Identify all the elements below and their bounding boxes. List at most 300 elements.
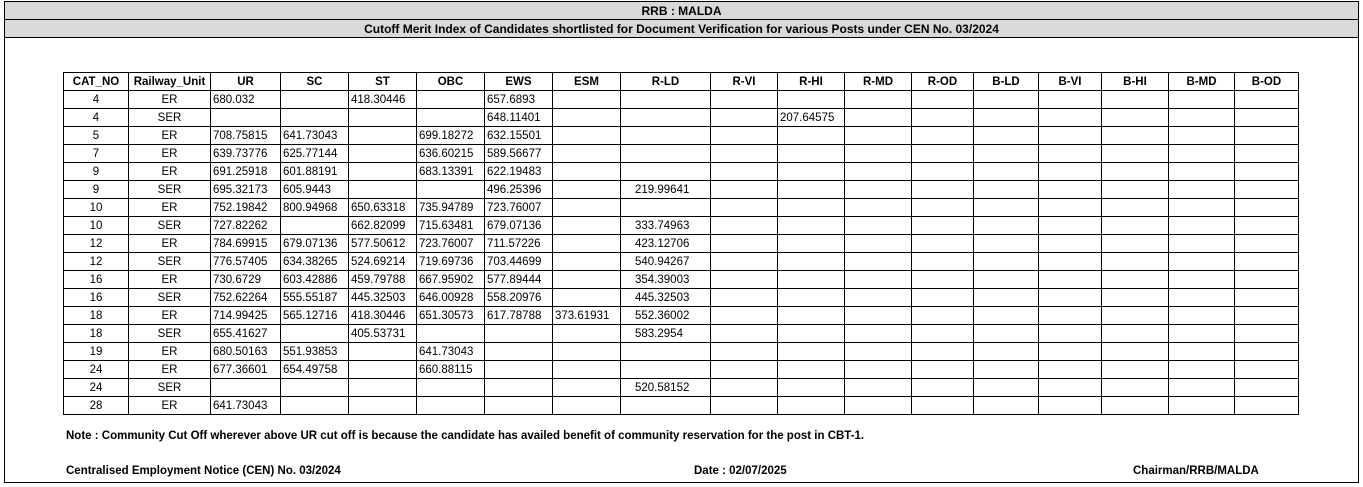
table-cell: 752.19842 — [211, 199, 281, 217]
table-cell — [711, 253, 778, 271]
table-cell — [1235, 109, 1299, 127]
table-cell — [1039, 307, 1102, 325]
table-cell: 634.38265 — [281, 253, 349, 271]
table-cell — [912, 271, 974, 289]
table-cell — [845, 91, 912, 109]
table-cell — [1169, 127, 1235, 145]
table-cell: 625.77144 — [281, 145, 349, 163]
table-cell: SER — [129, 289, 211, 307]
column-header: CAT_NO — [64, 73, 129, 91]
table-cell: 16 — [64, 289, 129, 307]
table-cell — [845, 361, 912, 379]
table-cell: 641.73043 — [211, 397, 281, 415]
table-cell — [974, 199, 1039, 217]
table-cell — [778, 235, 845, 253]
table-cell — [778, 199, 845, 217]
page-subtitle: Cutoff Merit Index of Candidates shortlisted for Document Verification for various Posts under CEN No. 03/2024 — [5, 20, 1358, 38]
table-cell: 4 — [64, 109, 129, 127]
table-cell — [621, 127, 711, 145]
table-cell — [553, 379, 621, 397]
table-cell — [1235, 361, 1299, 379]
table-cell — [281, 91, 349, 109]
table-header-row — [64, 73, 1299, 91]
table-cell — [417, 379, 485, 397]
table-cell — [912, 343, 974, 361]
table-cell: 9 — [64, 181, 129, 199]
table-cell — [1169, 235, 1235, 253]
table-cell — [711, 235, 778, 253]
table-cell — [1235, 271, 1299, 289]
table-cell — [1102, 271, 1169, 289]
table-cell: 711.57226 — [485, 235, 553, 253]
table-cell — [211, 379, 281, 397]
table-cell — [1039, 289, 1102, 307]
table-cell — [1169, 343, 1235, 361]
table-cell — [711, 397, 778, 415]
table-cell — [553, 271, 621, 289]
table-row — [64, 217, 1299, 235]
table-cell — [349, 163, 417, 181]
table-cell — [1102, 343, 1169, 361]
table-cell: 405.53731 — [349, 325, 417, 343]
table-cell: 776.57405 — [211, 253, 281, 271]
table-cell — [778, 91, 845, 109]
table-cell: 719.69736 — [417, 253, 485, 271]
table-cell: 727.82262 — [211, 217, 281, 235]
table-cell: ER — [129, 163, 211, 181]
table-cell — [778, 397, 845, 415]
table-cell: 648.11401 — [485, 109, 553, 127]
table-cell — [1039, 325, 1102, 343]
table-cell — [711, 181, 778, 199]
table-cell — [553, 109, 621, 127]
column-header: R-LD — [621, 73, 711, 91]
table-cell — [1169, 397, 1235, 415]
table-cell: 18 — [64, 307, 129, 325]
table-cell — [621, 397, 711, 415]
table-cell — [1102, 253, 1169, 271]
table-cell — [711, 91, 778, 109]
table-cell — [621, 163, 711, 181]
table-cell — [553, 217, 621, 235]
table-row — [64, 397, 1299, 415]
table-cell — [621, 109, 711, 127]
table-cell: 636.60215 — [417, 145, 485, 163]
table-row — [64, 145, 1299, 163]
table-cell: 601.88191 — [281, 163, 349, 181]
table-cell — [912, 253, 974, 271]
table-cell — [711, 199, 778, 217]
table-cell: 605.9443 — [281, 181, 349, 199]
table-cell: 24 — [64, 379, 129, 397]
column-header: ESM — [553, 73, 621, 91]
table-cell — [1039, 253, 1102, 271]
table-cell: 651.30573 — [417, 307, 485, 325]
table-cell: 207.64575 — [778, 109, 845, 127]
table-cell: 679.07136 — [485, 217, 553, 235]
table-cell: 657.6893 — [485, 91, 553, 109]
table-cell — [778, 145, 845, 163]
table-cell — [845, 325, 912, 343]
table-cell — [845, 397, 912, 415]
table-cell: 641.73043 — [417, 343, 485, 361]
table-cell: 622.19483 — [485, 163, 553, 181]
table-cell — [417, 109, 485, 127]
table-cell: 680.032 — [211, 91, 281, 109]
table-cell — [845, 181, 912, 199]
table-cell — [1169, 199, 1235, 217]
table-cell — [1039, 379, 1102, 397]
table-cell: SER — [129, 379, 211, 397]
table-cell: 646.00928 — [417, 289, 485, 307]
table-cell: 714.99425 — [211, 307, 281, 325]
table-cell — [1102, 91, 1169, 109]
table-cell: 552.36002 — [621, 307, 711, 325]
table-cell — [912, 235, 974, 253]
table-cell: 654.49758 — [281, 361, 349, 379]
table-cell — [417, 181, 485, 199]
table-cell — [845, 271, 912, 289]
table-cell: 735.94789 — [417, 199, 485, 217]
table-cell — [778, 271, 845, 289]
column-header: B-LD — [974, 73, 1039, 91]
table-cell — [711, 343, 778, 361]
table-cell — [553, 343, 621, 361]
table-cell — [778, 361, 845, 379]
table-cell — [417, 397, 485, 415]
table-cell — [1169, 145, 1235, 163]
table-cell: 641.73043 — [281, 127, 349, 145]
table-cell — [974, 397, 1039, 415]
table-cell — [553, 181, 621, 199]
table-cell — [1039, 271, 1102, 289]
table-cell — [281, 379, 349, 397]
table-cell: 632.15501 — [485, 127, 553, 145]
table-cell: SER — [129, 217, 211, 235]
table-row — [64, 271, 1299, 289]
table-cell: 16 — [64, 271, 129, 289]
table-cell: 679.07136 — [281, 235, 349, 253]
table-cell — [1169, 379, 1235, 397]
table-cell — [553, 361, 621, 379]
table-cell — [711, 307, 778, 325]
table-cell — [349, 109, 417, 127]
table-cell — [1169, 253, 1235, 271]
table-cell: 752.62264 — [211, 289, 281, 307]
footer-date: Date : 02/07/2025 — [694, 465, 787, 477]
table-cell — [1235, 199, 1299, 217]
table-cell: 445.32503 — [621, 289, 711, 307]
table-cell: 703.44699 — [485, 253, 553, 271]
table-cell — [778, 163, 845, 181]
table-cell — [974, 361, 1039, 379]
table-cell — [1039, 91, 1102, 109]
table-cell: 418.30446 — [349, 91, 417, 109]
table-cell — [553, 235, 621, 253]
table-cell: 680.50163 — [211, 343, 281, 361]
column-header: B-VI — [1039, 73, 1102, 91]
table-cell: 24 — [64, 361, 129, 379]
table-cell: SER — [129, 253, 211, 271]
column-header: Railway_Unit — [129, 73, 211, 91]
table-cell — [211, 109, 281, 127]
table-cell: 12 — [64, 253, 129, 271]
table-cell — [1102, 145, 1169, 163]
table-cell: 677.36601 — [211, 361, 281, 379]
table-cell — [1169, 109, 1235, 127]
table-cell — [417, 91, 485, 109]
table-cell — [1039, 199, 1102, 217]
table-cell — [553, 163, 621, 181]
table-cell: 10 — [64, 199, 129, 217]
table-cell — [417, 325, 485, 343]
table-cell — [349, 343, 417, 361]
table-cell: 496.25396 — [485, 181, 553, 199]
table-cell — [974, 91, 1039, 109]
table-cell — [485, 361, 553, 379]
table-cell — [1235, 145, 1299, 163]
table-cell — [912, 109, 974, 127]
table-cell — [1235, 235, 1299, 253]
table-cell: 691.25918 — [211, 163, 281, 181]
table-cell — [974, 253, 1039, 271]
table-cell — [1039, 109, 1102, 127]
table-cell — [281, 325, 349, 343]
table-cell: 219.99641 — [621, 181, 711, 199]
table-cell — [553, 325, 621, 343]
table-cell: ER — [129, 271, 211, 289]
table-cell — [1235, 397, 1299, 415]
table-cell: 520.58152 — [621, 379, 711, 397]
table-cell — [1235, 379, 1299, 397]
table-cell — [1235, 253, 1299, 271]
table-cell — [1102, 199, 1169, 217]
table-row — [64, 325, 1299, 343]
table-cell — [1102, 289, 1169, 307]
table-cell — [553, 253, 621, 271]
table-cell: 18 — [64, 325, 129, 343]
table-cell — [711, 325, 778, 343]
table-cell — [1039, 163, 1102, 181]
table-cell: 551.93853 — [281, 343, 349, 361]
table-cell: 418.30446 — [349, 307, 417, 325]
table-cell — [1169, 163, 1235, 181]
table-cell: 12 — [64, 235, 129, 253]
table-cell: 655.41627 — [211, 325, 281, 343]
table-cell — [778, 379, 845, 397]
table-cell — [1039, 217, 1102, 235]
table-row — [64, 379, 1299, 397]
table-cell — [974, 181, 1039, 199]
table-cell: 660.88115 — [417, 361, 485, 379]
table-cell — [974, 325, 1039, 343]
table-body — [64, 91, 1299, 415]
table-cell: ER — [129, 127, 211, 145]
table-cell — [621, 145, 711, 163]
table-cell — [1102, 163, 1169, 181]
table-cell: 524.69214 — [349, 253, 417, 271]
table-cell — [974, 127, 1039, 145]
table-cell — [778, 253, 845, 271]
table-row — [64, 181, 1299, 199]
column-header: B-HI — [1102, 73, 1169, 91]
footer-cen: Centralised Employment Notice (CEN) No. 03/2024 — [66, 465, 341, 477]
table-cell — [1102, 217, 1169, 235]
table-cell — [912, 91, 974, 109]
table-cell: ER — [129, 343, 211, 361]
table-cell — [1039, 361, 1102, 379]
table-row — [64, 199, 1299, 217]
table-cell — [845, 217, 912, 235]
table-cell — [845, 253, 912, 271]
table-cell — [349, 181, 417, 199]
table-cell — [845, 127, 912, 145]
table-cell — [349, 361, 417, 379]
table-cell — [912, 199, 974, 217]
table-row — [64, 109, 1299, 127]
table-cell — [1235, 181, 1299, 199]
table-cell — [912, 379, 974, 397]
column-header: ST — [349, 73, 417, 91]
table-cell: ER — [129, 307, 211, 325]
table-cell — [553, 91, 621, 109]
table-cell — [845, 307, 912, 325]
table-cell — [845, 235, 912, 253]
column-header: R-VI — [711, 73, 778, 91]
table-cell — [974, 235, 1039, 253]
table-cell: ER — [129, 91, 211, 109]
table-cell — [1235, 307, 1299, 325]
table-cell: 715.63481 — [417, 217, 485, 235]
table-cell: 333.74963 — [621, 217, 711, 235]
table-cell — [711, 379, 778, 397]
table-cell — [778, 325, 845, 343]
table-row — [64, 235, 1299, 253]
table-cell — [1102, 181, 1169, 199]
table-cell — [711, 289, 778, 307]
table-row — [64, 127, 1299, 145]
table-cell: 354.39003 — [621, 271, 711, 289]
column-header: B-MD — [1169, 73, 1235, 91]
table-cell — [1102, 361, 1169, 379]
table-cell — [281, 109, 349, 127]
cutoff-table — [63, 72, 1299, 415]
table-cell — [711, 109, 778, 127]
page-title: RRB : MALDA — [5, 2, 1358, 20]
table-cell — [1235, 325, 1299, 343]
table-cell — [1169, 271, 1235, 289]
table-cell: 723.76007 — [485, 199, 553, 217]
table-cell — [778, 307, 845, 325]
table-cell — [553, 199, 621, 217]
table-cell — [912, 325, 974, 343]
table-cell: 5 — [64, 127, 129, 145]
table-cell — [974, 163, 1039, 181]
table-row — [64, 307, 1299, 325]
table-cell — [1102, 325, 1169, 343]
table-cell: 784.69915 — [211, 235, 281, 253]
footer-signatory: Chairman/RRB/MALDA — [1133, 465, 1259, 477]
table-cell — [912, 163, 974, 181]
table-cell — [1169, 289, 1235, 307]
table-cell — [553, 397, 621, 415]
table-cell: 650.63318 — [349, 199, 417, 217]
table-row — [64, 163, 1299, 181]
table-cell: 617.78788 — [485, 307, 553, 325]
table-cell: 800.94968 — [281, 199, 349, 217]
table-cell — [711, 127, 778, 145]
table-cell — [485, 343, 553, 361]
table-cell — [1102, 379, 1169, 397]
table-cell — [912, 181, 974, 199]
table-cell — [778, 289, 845, 307]
table-row — [64, 91, 1299, 109]
table-cell — [1235, 163, 1299, 181]
table-cell: ER — [129, 199, 211, 217]
table-cell: 667.95902 — [417, 271, 485, 289]
table-cell: 373.61931 — [553, 307, 621, 325]
table-cell — [1235, 91, 1299, 109]
table-cell — [711, 145, 778, 163]
table-cell — [1235, 343, 1299, 361]
table-cell: 4 — [64, 91, 129, 109]
table-cell — [845, 163, 912, 181]
table-cell — [553, 145, 621, 163]
table-cell: 662.82099 — [349, 217, 417, 235]
table-cell — [1102, 307, 1169, 325]
table-cell — [621, 343, 711, 361]
table-cell — [974, 379, 1039, 397]
table-cell — [1039, 343, 1102, 361]
table-cell: ER — [129, 235, 211, 253]
table-cell — [1169, 325, 1235, 343]
table-cell — [845, 289, 912, 307]
column-header: UR — [211, 73, 281, 91]
table-cell: 7 — [64, 145, 129, 163]
table-cell — [349, 145, 417, 163]
table-cell — [974, 307, 1039, 325]
table-cell: 445.32503 — [349, 289, 417, 307]
table-cell — [553, 127, 621, 145]
table-cell — [1169, 91, 1235, 109]
table-cell: 558.20976 — [485, 289, 553, 307]
table-cell — [485, 397, 553, 415]
table-cell: SER — [129, 181, 211, 199]
table-cell — [553, 289, 621, 307]
table-cell — [974, 289, 1039, 307]
table-cell — [845, 343, 912, 361]
table-cell: 540.94267 — [621, 253, 711, 271]
table-cell — [912, 127, 974, 145]
table-cell — [1169, 361, 1235, 379]
table-cell — [1235, 289, 1299, 307]
table-cell — [1169, 307, 1235, 325]
table-cell: 19 — [64, 343, 129, 361]
table-cell — [1235, 217, 1299, 235]
table-cell — [974, 109, 1039, 127]
table-cell — [349, 397, 417, 415]
table-cell — [912, 397, 974, 415]
table-cell — [711, 163, 778, 181]
table-cell — [974, 343, 1039, 361]
table-cell — [621, 91, 711, 109]
table-cell — [349, 379, 417, 397]
table-cell: 565.12716 — [281, 307, 349, 325]
table-cell: 577.89444 — [485, 271, 553, 289]
table-cell — [912, 307, 974, 325]
table-row — [64, 343, 1299, 361]
table-cell: 695.32173 — [211, 181, 281, 199]
